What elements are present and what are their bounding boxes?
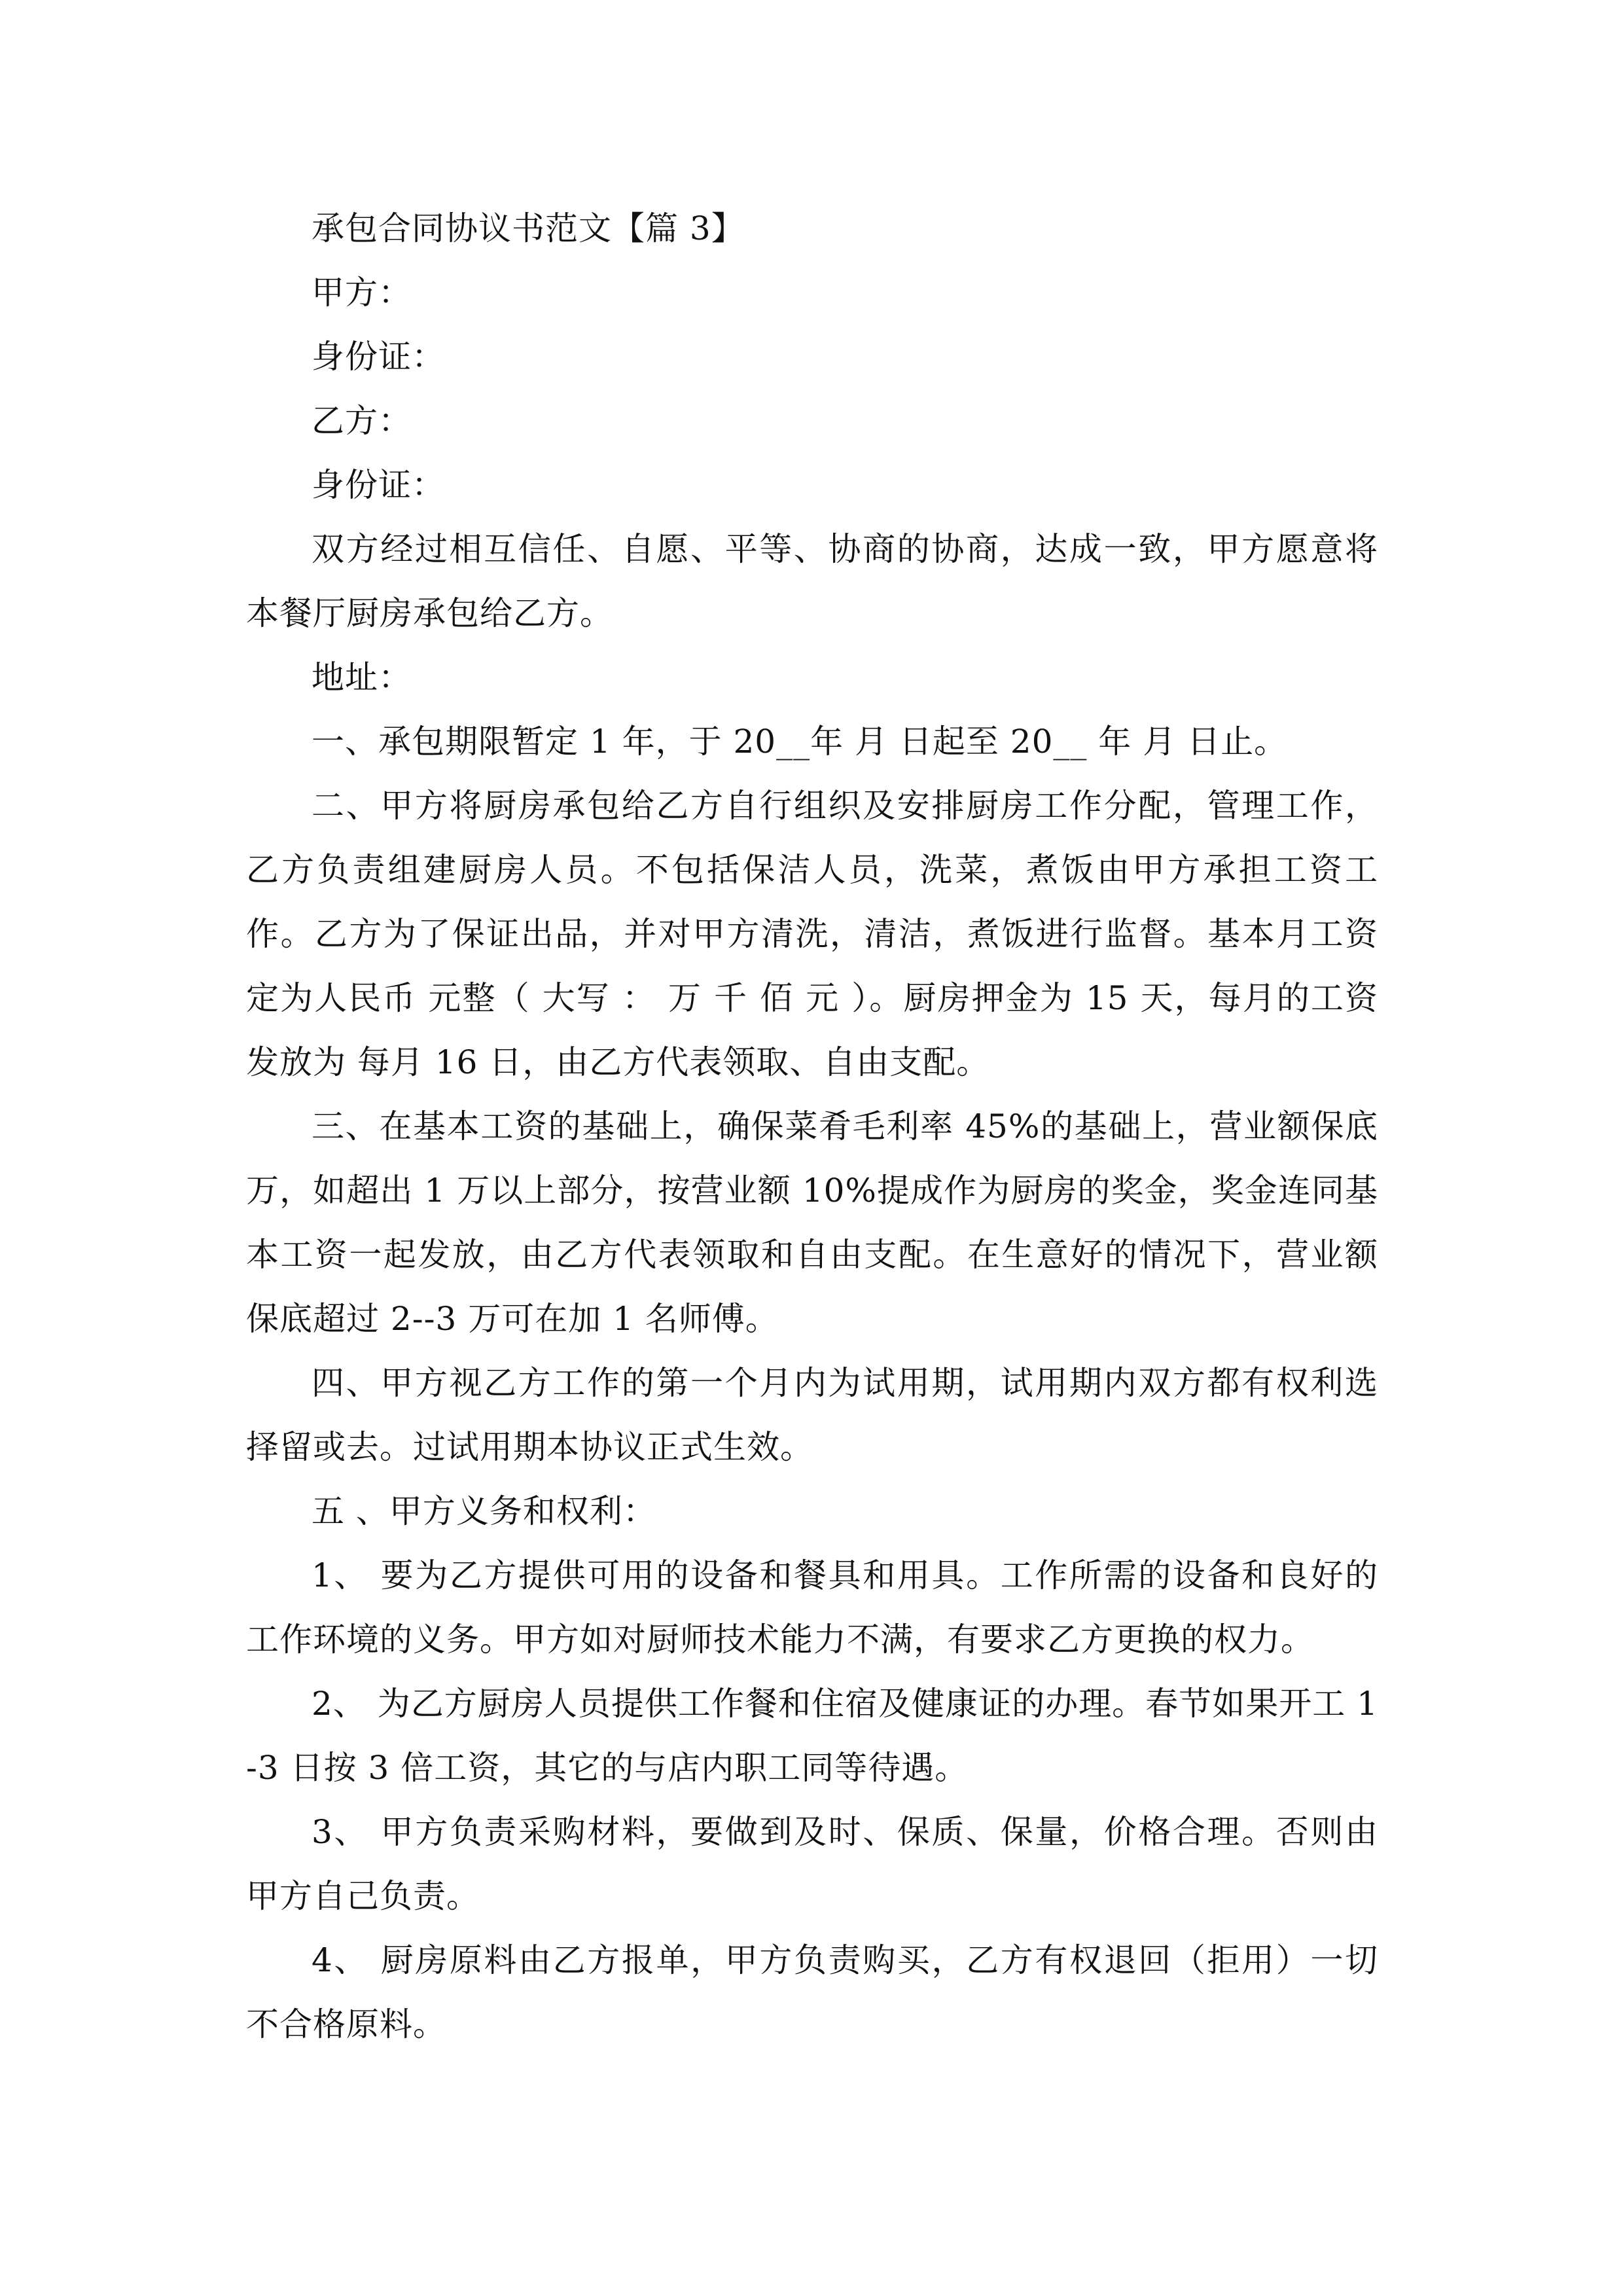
clause-4-probation: 四、甲方视乙方工作的第一个月内为试用期，试用期内双方都有权利选择留或去。过试用期本协议正式生效。 (246, 1364, 1378, 1466)
party-a-id-label: 身份证： (312, 338, 445, 376)
clause-5-item-1: 1、 要为乙方提供可用的设备和餐具和用具。工作所需的设备和良好的工作环境的义务。甲方如对厨师技术能力不满，有要求乙方更换的权力。 (246, 1556, 1378, 1659)
clause-2-management: 二、甲方将厨房承包给乙方自行组织及安排厨房工作分配，管理工作，乙方负责组建厨房人员。不包括保洁人员，洗菜，煮饭由甲方承担工资工作。乙方为了保证出品，并对甲方清洗，清洁，煮饭进行监督。基本月工资定为人民币 元整（ 大写 ： 万 千 佰 元 ）。厨房押金为 15 天，每月的工资发放为 每月 16 日，由乙方代表领取、自由支配。 (246, 787, 1378, 1081)
clause-5-item-2: 2、 为乙方厨房人员提供工作餐和住宿及健康证的办理。春节如果开工 1-3 日按 3 倍工资，其它的与店内职工同等待遇。 (246, 1685, 1378, 1787)
address-label: 地址： (312, 658, 412, 696)
clause-3-bonus: 三、在基本工资的基础上，确保菜肴毛利率 45%的基础上，营业额保底 万，如超出 1 万以上部分，按营业额 10%提成作为厨房的奖金，奖金连同基本工资一起发放，由乙方代表领取和自由支配。在生意好的情况下，营业额保底超过 2--3 万可在加 1 名师傅。 (246, 1107, 1378, 1338)
agreement-intro: 双方经过相互信任、自愿、平等、协商的协商，达成一致，甲方愿意将本餐厅厨房承包给乙方。 (246, 530, 1378, 632)
clause-1-term: 一、承包期限暂定 1 年，于 20__年 月 日起至 20__ 年 月 日止。 (312, 723, 1288, 761)
document-title: 承包合同协议书范文【篇 3】 (312, 209, 745, 247)
party-a-label: 甲方： (312, 274, 412, 312)
clause-5-item-4: 4、 厨房原料由乙方报单，甲方负责购买，乙方有权退回（拒用）一切不合格原料。 (246, 1941, 1378, 2043)
party-b-id-label: 身份证： (312, 466, 445, 504)
clause-5-heading: 五 、甲方义务和权利： (312, 1492, 656, 1530)
document-body (246, 196, 1378, 2056)
party-b-label: 乙方： (312, 402, 412, 440)
clause-5-item-3: 3、 甲方负责采购材料，要做到及时、保质、保量，价格合理。否则由甲方自己负责。 (246, 1813, 1378, 1915)
